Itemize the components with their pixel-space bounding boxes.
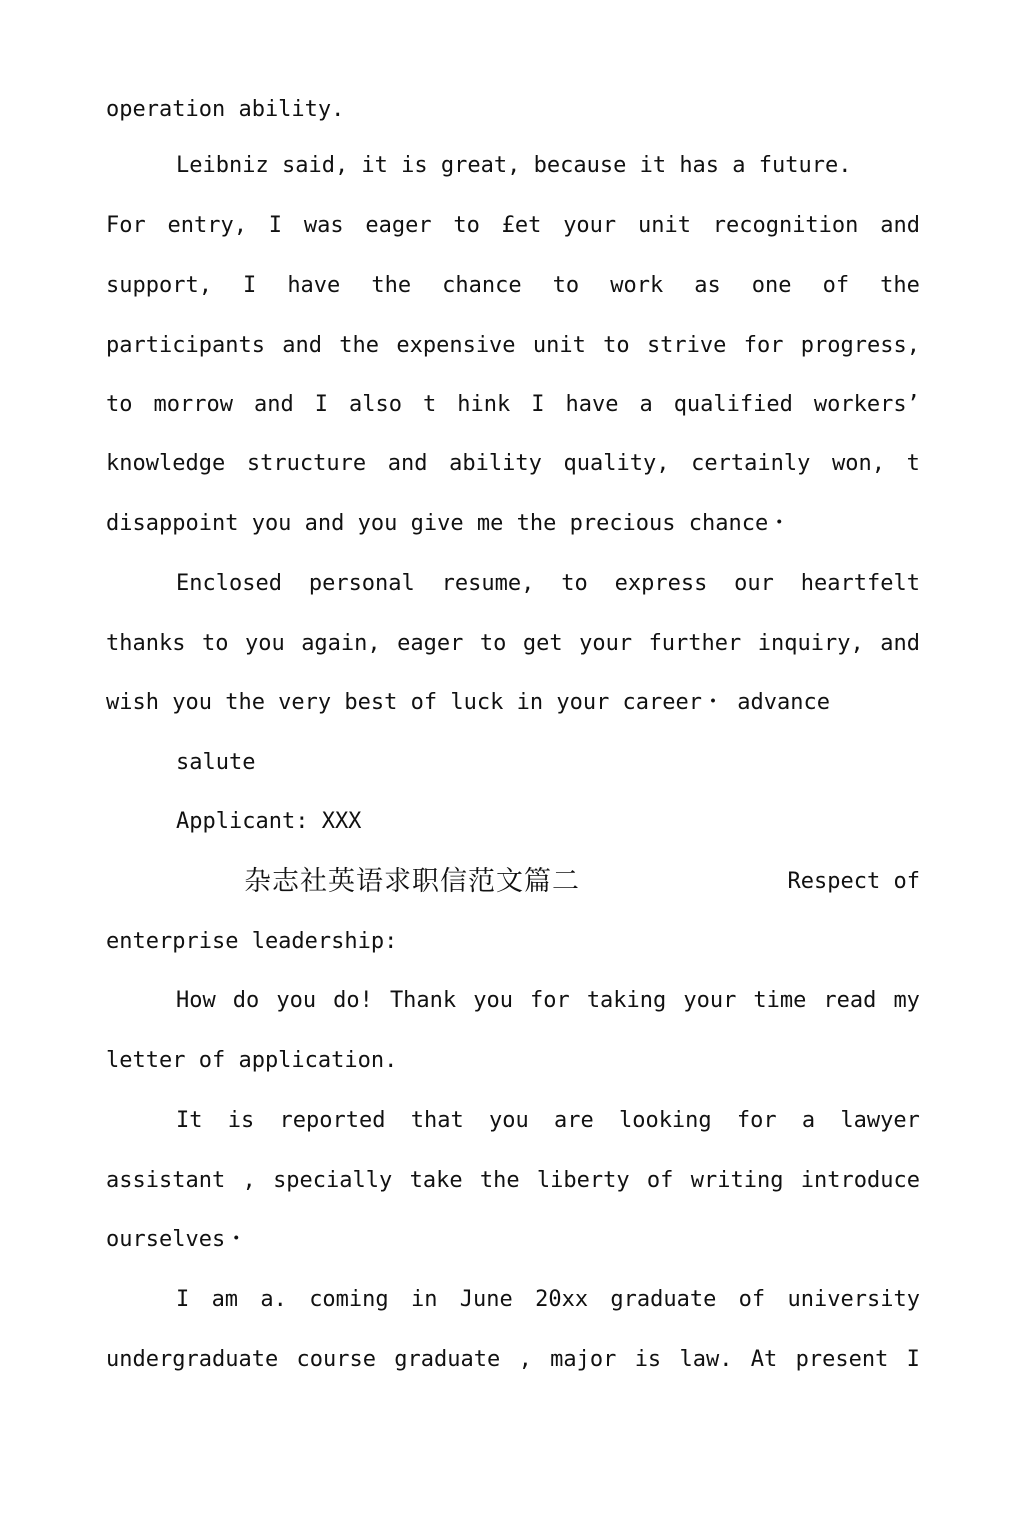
- word: for: [736, 1108, 777, 1133]
- word: course: [296, 1347, 376, 1372]
- text-line: [176, 566, 920, 602]
- word: have: [287, 273, 341, 298]
- word: won,: [832, 451, 886, 476]
- word: your: [579, 631, 633, 656]
- word: ,: [518, 1347, 532, 1372]
- word: work: [610, 273, 664, 298]
- word: am: [211, 1287, 239, 1312]
- word: get: [522, 631, 563, 656]
- word: introduce: [800, 1168, 920, 1193]
- word: the: [339, 333, 380, 358]
- word: your: [683, 988, 737, 1013]
- word: structure: [246, 451, 367, 476]
- word: eager: [397, 631, 464, 656]
- word: I: [531, 392, 545, 417]
- word: support,: [106, 273, 212, 298]
- text-line: [106, 387, 920, 423]
- word: Enclosed: [176, 571, 282, 596]
- text-line: enterprise leadership:: [106, 929, 398, 954]
- text-line: disappoint you and you give me the precious chance・: [106, 511, 791, 536]
- word: time: [753, 988, 807, 1013]
- word: writing: [690, 1168, 784, 1193]
- text-line: operation ability.: [106, 97, 345, 122]
- word: For: [106, 213, 146, 238]
- word: do: [232, 988, 260, 1013]
- word: Thank: [389, 988, 457, 1013]
- word: of: [646, 1168, 674, 1193]
- word: personal: [308, 571, 415, 596]
- word: of: [738, 1287, 766, 1312]
- word: qualified: [673, 392, 793, 417]
- text-line: [106, 1342, 920, 1378]
- word: It: [176, 1108, 203, 1133]
- word: specially: [273, 1168, 393, 1193]
- text-line: letter of application.: [106, 1048, 398, 1073]
- word: I: [268, 213, 283, 238]
- word: of: [822, 273, 850, 298]
- word: June: [459, 1287, 513, 1312]
- word: for: [743, 333, 784, 358]
- word: read: [823, 988, 877, 1013]
- word: participants: [106, 333, 265, 358]
- word: one: [751, 273, 792, 298]
- word: in: [410, 1287, 438, 1312]
- word: inquiry,: [757, 631, 864, 656]
- word: a: [639, 392, 653, 417]
- word: again,: [301, 631, 381, 656]
- word: entry,: [167, 213, 248, 238]
- text-line: [176, 1103, 920, 1139]
- word: to: [106, 392, 133, 417]
- word: thanks: [106, 631, 186, 656]
- word: How: [176, 988, 216, 1013]
- text-line: salute: [176, 750, 256, 775]
- word: unit: [637, 213, 691, 238]
- word: knowledge: [106, 451, 226, 476]
- word: you: [473, 988, 513, 1013]
- word: I: [314, 392, 328, 417]
- word: my: [893, 988, 920, 1013]
- word: morrow: [153, 392, 233, 417]
- word: a.: [260, 1287, 287, 1312]
- word: liberty: [536, 1168, 630, 1193]
- word: to: [552, 273, 580, 298]
- word: lawyer: [840, 1108, 920, 1133]
- word: expensive: [396, 333, 516, 358]
- text-line: [176, 983, 920, 1019]
- word: you: [276, 988, 317, 1013]
- word: your: [563, 213, 617, 238]
- word: I: [176, 1287, 190, 1312]
- word: 20xx: [535, 1287, 589, 1312]
- word: graduate: [610, 1287, 717, 1312]
- word: coming: [309, 1287, 389, 1312]
- word: are: [553, 1108, 594, 1133]
- word: was: [303, 213, 344, 238]
- section-heading-row: [106, 862, 920, 902]
- word: the: [371, 273, 412, 298]
- word: looking: [618, 1108, 712, 1133]
- word: and: [880, 213, 920, 238]
- word: £et: [501, 213, 542, 238]
- text-line: ourselves・: [106, 1227, 248, 1252]
- word: to: [201, 631, 229, 656]
- word: resume,: [441, 571, 535, 596]
- word: is: [227, 1108, 255, 1133]
- text-line: [106, 1163, 920, 1199]
- word: and: [282, 333, 322, 358]
- word: and: [880, 631, 920, 656]
- word: undergraduate: [106, 1347, 279, 1372]
- word: quality,: [563, 451, 670, 476]
- word: the: [479, 1168, 520, 1193]
- word: hink: [457, 392, 511, 417]
- text-line: wish you the very best of luck in your career・ advance: [106, 690, 830, 715]
- word: do!: [333, 988, 373, 1013]
- word: t: [422, 392, 437, 417]
- word: the: [880, 273, 920, 298]
- word: take: [409, 1168, 463, 1193]
- text-line: Applicant: XXX: [176, 809, 362, 834]
- word: progress,: [800, 333, 920, 358]
- word: and: [253, 392, 294, 417]
- text-line: [106, 328, 920, 364]
- word: to: [479, 631, 507, 656]
- word: law.: [679, 1347, 733, 1372]
- text-line: [106, 626, 920, 662]
- word: that: [410, 1108, 464, 1133]
- word: unit: [532, 333, 586, 358]
- word: workers’: [813, 392, 920, 417]
- word: I: [243, 273, 257, 298]
- text-line: Leibniz said, it is great, because it has a future.: [176, 153, 852, 178]
- word: a: [801, 1108, 816, 1133]
- word: ,: [242, 1168, 256, 1193]
- word: graduate: [394, 1347, 501, 1372]
- word: strive: [646, 333, 727, 358]
- word: express: [614, 571, 708, 596]
- word: university: [787, 1287, 920, 1312]
- word: taking: [586, 988, 667, 1013]
- word: have: [565, 392, 619, 417]
- word: also: [348, 392, 402, 417]
- word: to: [603, 333, 630, 358]
- text-line: [176, 1282, 920, 1318]
- salutation-start: Respect of: [787, 869, 920, 894]
- word: ability: [449, 451, 542, 476]
- text-line: [106, 446, 920, 482]
- word: as: [694, 273, 721, 298]
- word: assistant: [106, 1168, 226, 1193]
- word: to: [561, 571, 588, 596]
- word: eager: [365, 213, 432, 238]
- word: certainly: [691, 451, 811, 476]
- word: is: [634, 1347, 662, 1372]
- word: At: [750, 1347, 778, 1372]
- word: major: [550, 1347, 617, 1372]
- word: heartfelt: [800, 571, 920, 596]
- word: to: [453, 213, 480, 238]
- word: I: [906, 1347, 920, 1372]
- word: reported: [279, 1108, 386, 1133]
- word: our: [734, 571, 774, 596]
- word: present: [795, 1347, 889, 1372]
- word: recognition: [712, 213, 859, 238]
- word: for: [530, 988, 570, 1013]
- word: further: [648, 631, 742, 656]
- word: and: [387, 451, 428, 476]
- section-heading: 杂志社英语求职信范文篇二: [244, 866, 580, 897]
- word: chance: [442, 273, 522, 298]
- text-line: [106, 268, 920, 304]
- text-line: [106, 208, 920, 244]
- word: t: [906, 451, 920, 476]
- word: you: [244, 631, 285, 656]
- word: you: [488, 1108, 529, 1133]
